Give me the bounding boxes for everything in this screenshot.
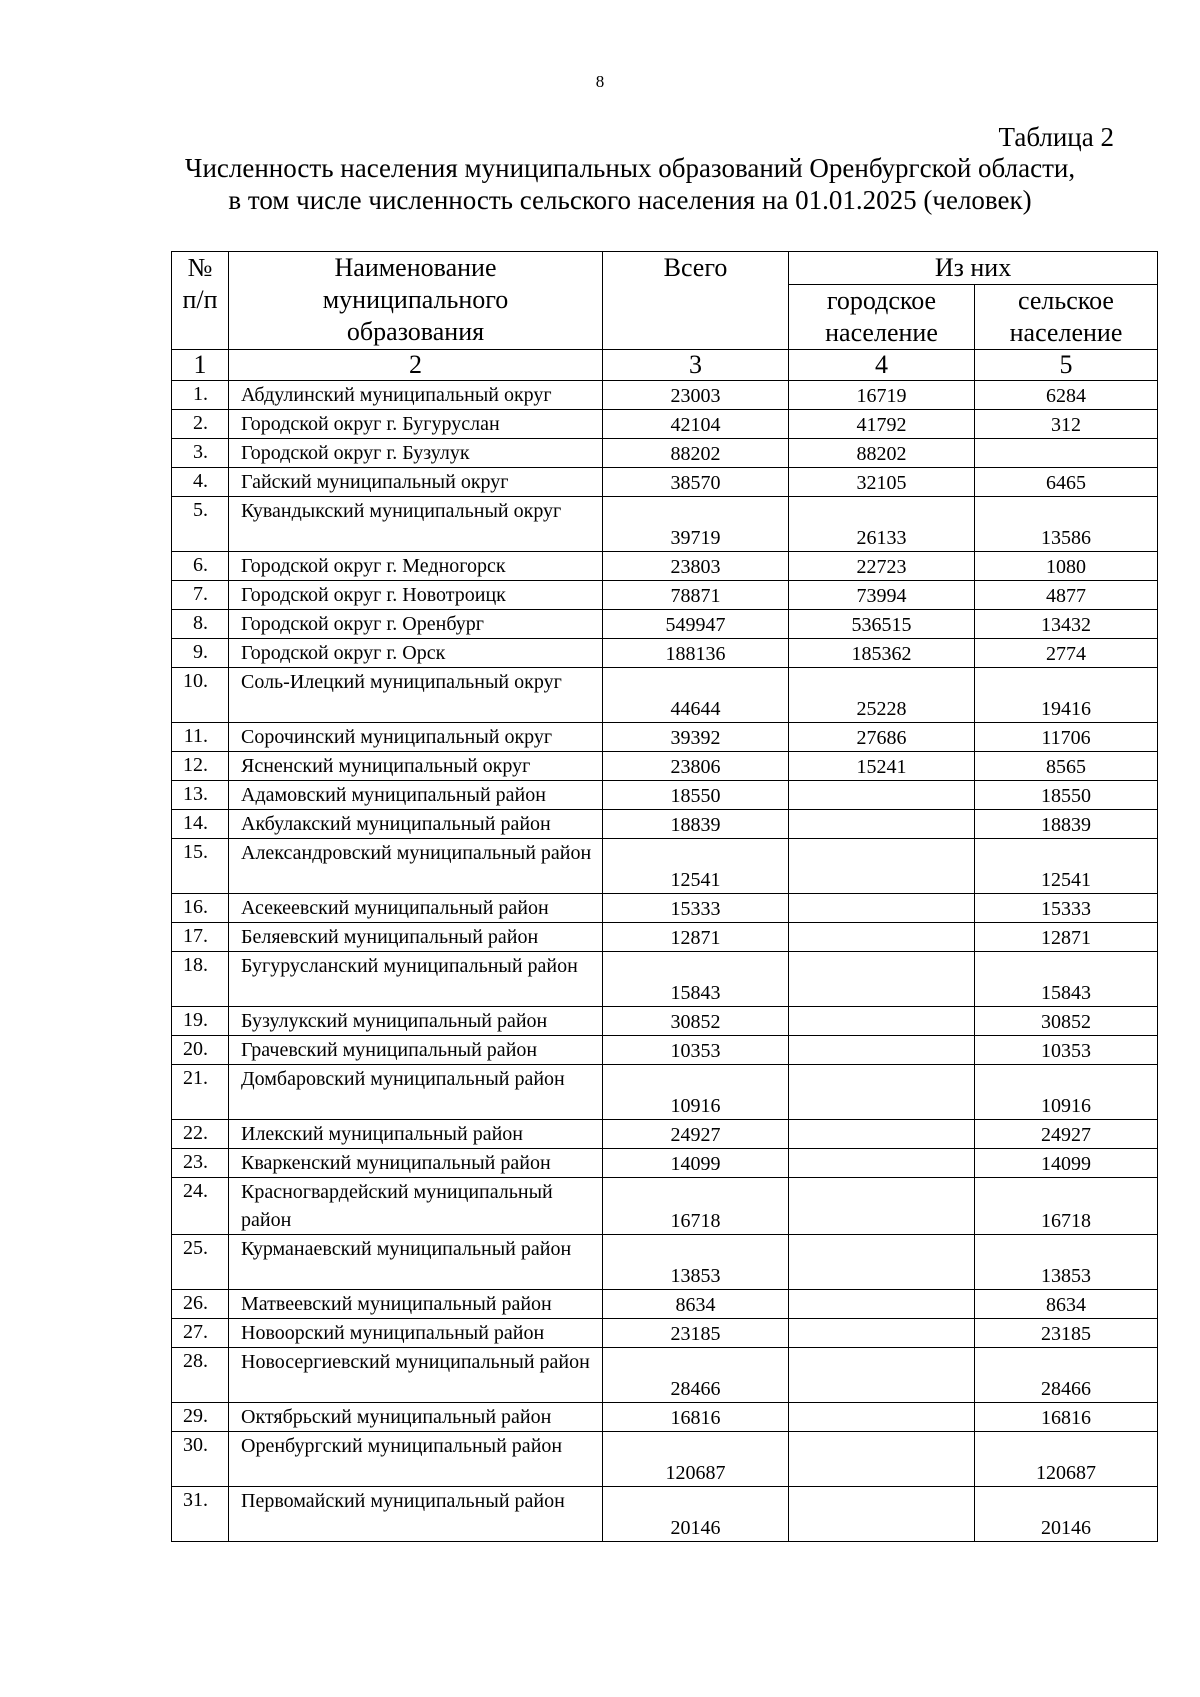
row-urban bbox=[789, 1403, 975, 1432]
row-rural: 30852 bbox=[975, 1007, 1158, 1036]
row-name: Октябрьский муниципальный район bbox=[229, 1403, 603, 1432]
row-urban: 536515 bbox=[789, 610, 975, 639]
row-rural: 23185 bbox=[975, 1319, 1158, 1348]
table-row bbox=[172, 1432, 1158, 1487]
row-urban bbox=[789, 1149, 975, 1178]
table-row bbox=[172, 381, 1158, 410]
title-line-2: в том числе численность сельского населения на 01.01.2025 (человек) bbox=[228, 185, 1032, 215]
row-rural: 20146 bbox=[975, 1487, 1158, 1542]
row-urban bbox=[789, 1348, 975, 1403]
table-row bbox=[172, 723, 1158, 752]
row-name: Городской округ г. Оренбург bbox=[229, 610, 603, 639]
row-total: 23806 bbox=[603, 752, 789, 781]
header-of-which: Из них bbox=[789, 252, 1158, 285]
row-urban bbox=[789, 810, 975, 839]
table-row bbox=[172, 581, 1158, 610]
row-number: 26. bbox=[172, 1290, 229, 1319]
row-rural: 24927 bbox=[975, 1120, 1158, 1149]
table-label: Таблица 2 bbox=[998, 122, 1114, 152]
row-name: Оренбургский муниципальный район bbox=[229, 1432, 603, 1487]
row-urban bbox=[789, 1007, 975, 1036]
row-rural: 13432 bbox=[975, 610, 1158, 639]
row-urban: 25228 bbox=[789, 668, 975, 723]
row-total: 13853 bbox=[603, 1235, 789, 1290]
table-row bbox=[172, 610, 1158, 639]
row-number: 21. bbox=[172, 1065, 229, 1120]
header-urban: городское население bbox=[789, 285, 975, 350]
row-total: 14099 bbox=[603, 1149, 789, 1178]
row-number: 23. bbox=[172, 1149, 229, 1178]
row-total: 120687 bbox=[603, 1432, 789, 1487]
row-number: 30. bbox=[172, 1432, 229, 1487]
table-row bbox=[172, 1120, 1158, 1149]
row-rural: 6465 bbox=[975, 468, 1158, 497]
row-name: Первомайский муниципальный район bbox=[229, 1487, 603, 1542]
header-col-3: 3 bbox=[603, 350, 789, 381]
table-row bbox=[172, 1065, 1158, 1120]
row-name: Беляевский муниципальный район bbox=[229, 923, 603, 952]
row-total: 12541 bbox=[603, 839, 789, 894]
row-name: Бузулукский муниципальный район bbox=[229, 1007, 603, 1036]
row-urban: 88202 bbox=[789, 439, 975, 468]
row-name: Городской округ г. Орск bbox=[229, 639, 603, 668]
header-col-2: 2 bbox=[229, 350, 603, 381]
header-col-5: 5 bbox=[975, 350, 1158, 381]
row-number: 7. bbox=[172, 581, 229, 610]
row-total: 16816 bbox=[603, 1403, 789, 1432]
row-total: 10916 bbox=[603, 1065, 789, 1120]
table-row bbox=[172, 1149, 1158, 1178]
row-total: 18839 bbox=[603, 810, 789, 839]
row-total: 10353 bbox=[603, 1036, 789, 1065]
table-row bbox=[172, 1178, 1158, 1235]
row-total: 24927 bbox=[603, 1120, 789, 1149]
row-number: 1. bbox=[172, 381, 229, 410]
row-rural: 10353 bbox=[975, 1036, 1158, 1065]
table-title bbox=[150, 152, 1110, 216]
row-total: 8634 bbox=[603, 1290, 789, 1319]
table-row bbox=[172, 1235, 1158, 1290]
row-rural: 13853 bbox=[975, 1235, 1158, 1290]
table-row bbox=[172, 1319, 1158, 1348]
row-urban bbox=[789, 781, 975, 810]
row-name: Новоорский муниципальный район bbox=[229, 1319, 603, 1348]
row-rural: 12541 bbox=[975, 839, 1158, 894]
row-name: Грачевский муниципальный район bbox=[229, 1036, 603, 1065]
row-urban: 16719 bbox=[789, 381, 975, 410]
row-name: Красногвардейский муниципальный район bbox=[229, 1178, 603, 1235]
row-name: Александровский муниципальный район bbox=[229, 839, 603, 894]
row-number: 12. bbox=[172, 752, 229, 781]
table-row bbox=[172, 952, 1158, 1007]
row-number: 6. bbox=[172, 552, 229, 581]
row-name: Курманаевский муниципальный район bbox=[229, 1235, 603, 1290]
table-row bbox=[172, 1036, 1158, 1065]
row-number: 19. bbox=[172, 1007, 229, 1036]
table-body bbox=[172, 381, 1158, 1542]
row-number: 9. bbox=[172, 639, 229, 668]
row-urban bbox=[789, 894, 975, 923]
row-name: Сорочинский муниципальный округ bbox=[229, 723, 603, 752]
row-rural: 15333 bbox=[975, 894, 1158, 923]
row-urban bbox=[789, 1487, 975, 1542]
row-rural: 120687 bbox=[975, 1432, 1158, 1487]
row-urban bbox=[789, 1290, 975, 1319]
row-name: Адамовский муниципальный район bbox=[229, 781, 603, 810]
table-row bbox=[172, 439, 1158, 468]
row-total: 23803 bbox=[603, 552, 789, 581]
row-total: 39392 bbox=[603, 723, 789, 752]
row-urban bbox=[789, 952, 975, 1007]
table-row bbox=[172, 752, 1158, 781]
row-name: Акбулакский муниципальный район bbox=[229, 810, 603, 839]
row-number: 24. bbox=[172, 1178, 229, 1235]
table-row bbox=[172, 639, 1158, 668]
row-urban: 32105 bbox=[789, 468, 975, 497]
row-rural: 19416 bbox=[975, 668, 1158, 723]
table-row bbox=[172, 468, 1158, 497]
row-rural: 14099 bbox=[975, 1149, 1158, 1178]
row-total: 188136 bbox=[603, 639, 789, 668]
row-rural: 18550 bbox=[975, 781, 1158, 810]
row-name: Илекский муниципальный район bbox=[229, 1120, 603, 1149]
row-number: 22. bbox=[172, 1120, 229, 1149]
row-urban: 15241 bbox=[789, 752, 975, 781]
row-name: Городской округ г. Медногорск bbox=[229, 552, 603, 581]
row-number: 5. bbox=[172, 497, 229, 552]
row-total: 88202 bbox=[603, 439, 789, 468]
row-total: 23003 bbox=[603, 381, 789, 410]
row-rural: 1080 bbox=[975, 552, 1158, 581]
table-row bbox=[172, 410, 1158, 439]
header-total: Всего bbox=[603, 252, 789, 350]
row-number: 20. bbox=[172, 1036, 229, 1065]
row-number: 29. bbox=[172, 1403, 229, 1432]
row-urban: 22723 bbox=[789, 552, 975, 581]
row-urban bbox=[789, 1432, 975, 1487]
header-name: Наименование муниципального образования bbox=[229, 252, 603, 350]
table-row bbox=[172, 1487, 1158, 1542]
header-col-1: 1 bbox=[172, 350, 229, 381]
row-name: Ясненский муниципальный округ bbox=[229, 752, 603, 781]
table-row bbox=[172, 497, 1158, 552]
row-urban bbox=[789, 1120, 975, 1149]
row-total: 44644 bbox=[603, 668, 789, 723]
row-number: 13. bbox=[172, 781, 229, 810]
row-name: Кувандыкский муниципальный округ bbox=[229, 497, 603, 552]
row-urban: 185362 bbox=[789, 639, 975, 668]
row-number: 16. bbox=[172, 894, 229, 923]
row-number: 28. bbox=[172, 1348, 229, 1403]
row-rural: 312 bbox=[975, 410, 1158, 439]
row-name: Городской округ г. Бугуруслан bbox=[229, 410, 603, 439]
table-row bbox=[172, 810, 1158, 839]
row-name: Матвеевский муниципальный район bbox=[229, 1290, 603, 1319]
row-name: Гайский муниципальный округ bbox=[229, 468, 603, 497]
row-total: 28466 bbox=[603, 1348, 789, 1403]
row-rural: 11706 bbox=[975, 723, 1158, 752]
row-number: 17. bbox=[172, 923, 229, 952]
row-rural: 12871 bbox=[975, 923, 1158, 952]
row-urban bbox=[789, 839, 975, 894]
row-number: 15. bbox=[172, 839, 229, 894]
row-urban bbox=[789, 1065, 975, 1120]
row-number: 8. bbox=[172, 610, 229, 639]
table-row bbox=[172, 894, 1158, 923]
row-number: 3. bbox=[172, 439, 229, 468]
row-rural: 13586 bbox=[975, 497, 1158, 552]
row-number: 11. bbox=[172, 723, 229, 752]
table-row bbox=[172, 839, 1158, 894]
header-rural: сельское население bbox=[975, 285, 1158, 350]
row-name: Соль-Илецкий муниципальный округ bbox=[229, 668, 603, 723]
row-rural: 8634 bbox=[975, 1290, 1158, 1319]
row-rural: 16816 bbox=[975, 1403, 1158, 1432]
row-name: Домбаровский муниципальный район bbox=[229, 1065, 603, 1120]
row-total: 16718 bbox=[603, 1178, 789, 1235]
row-urban: 41792 bbox=[789, 410, 975, 439]
row-rural: 15843 bbox=[975, 952, 1158, 1007]
table-row bbox=[172, 1348, 1158, 1403]
row-number: 27. bbox=[172, 1319, 229, 1348]
table-row bbox=[172, 1403, 1158, 1432]
row-rural: 10916 bbox=[975, 1065, 1158, 1120]
row-urban: 26133 bbox=[789, 497, 975, 552]
row-total: 42104 bbox=[603, 410, 789, 439]
row-name: Новосергиевский муниципальный район bbox=[229, 1348, 603, 1403]
row-number: 14. bbox=[172, 810, 229, 839]
row-total: 15333 bbox=[603, 894, 789, 923]
row-total: 15843 bbox=[603, 952, 789, 1007]
row-name: Абдулинский муниципальный округ bbox=[229, 381, 603, 410]
row-rural: 6284 bbox=[975, 381, 1158, 410]
row-name: Городской округ г. Новотроицк bbox=[229, 581, 603, 610]
row-name: Бугурусланский муниципальный район bbox=[229, 952, 603, 1007]
row-rural bbox=[975, 439, 1158, 468]
row-number: 4. bbox=[172, 468, 229, 497]
row-number: 2. bbox=[172, 410, 229, 439]
table-row bbox=[172, 668, 1158, 723]
row-name: Городской округ г. Бузулук bbox=[229, 439, 603, 468]
row-total: 38570 bbox=[603, 468, 789, 497]
row-urban bbox=[789, 1178, 975, 1235]
row-urban bbox=[789, 1235, 975, 1290]
row-urban: 27686 bbox=[789, 723, 975, 752]
row-urban: 73994 bbox=[789, 581, 975, 610]
row-name: Асекеевский муниципальный район bbox=[229, 894, 603, 923]
row-number: 31. bbox=[172, 1487, 229, 1542]
row-total: 23185 bbox=[603, 1319, 789, 1348]
table-row bbox=[172, 1007, 1158, 1036]
row-rural: 4877 bbox=[975, 581, 1158, 610]
header-num: № п/п bbox=[172, 252, 229, 350]
row-total: 549947 bbox=[603, 610, 789, 639]
row-total: 78871 bbox=[603, 581, 789, 610]
table-row bbox=[172, 781, 1158, 810]
row-number: 10. bbox=[172, 668, 229, 723]
title-line-1: Численность населения муниципальных образований Оренбургской области, bbox=[184, 153, 1076, 183]
table-row bbox=[172, 923, 1158, 952]
row-total: 39719 bbox=[603, 497, 789, 552]
row-rural: 8565 bbox=[975, 752, 1158, 781]
row-urban bbox=[789, 1319, 975, 1348]
header-col-4: 4 bbox=[789, 350, 975, 381]
page-number: 8 bbox=[595, 72, 605, 91]
table-row bbox=[172, 1290, 1158, 1319]
row-urban bbox=[789, 923, 975, 952]
row-rural: 2774 bbox=[975, 639, 1158, 668]
population-table bbox=[171, 251, 1158, 1542]
row-rural: 28466 bbox=[975, 1348, 1158, 1403]
row-name: Кваркенский муниципальный район bbox=[229, 1149, 603, 1178]
row-total: 18550 bbox=[603, 781, 789, 810]
row-number: 25. bbox=[172, 1235, 229, 1290]
row-total: 20146 bbox=[603, 1487, 789, 1542]
table-row bbox=[172, 552, 1158, 581]
row-total: 30852 bbox=[603, 1007, 789, 1036]
row-urban bbox=[789, 1036, 975, 1065]
row-total: 12871 bbox=[603, 923, 789, 952]
row-rural: 16718 bbox=[975, 1178, 1158, 1235]
row-number: 18. bbox=[172, 952, 229, 1007]
row-rural: 18839 bbox=[975, 810, 1158, 839]
